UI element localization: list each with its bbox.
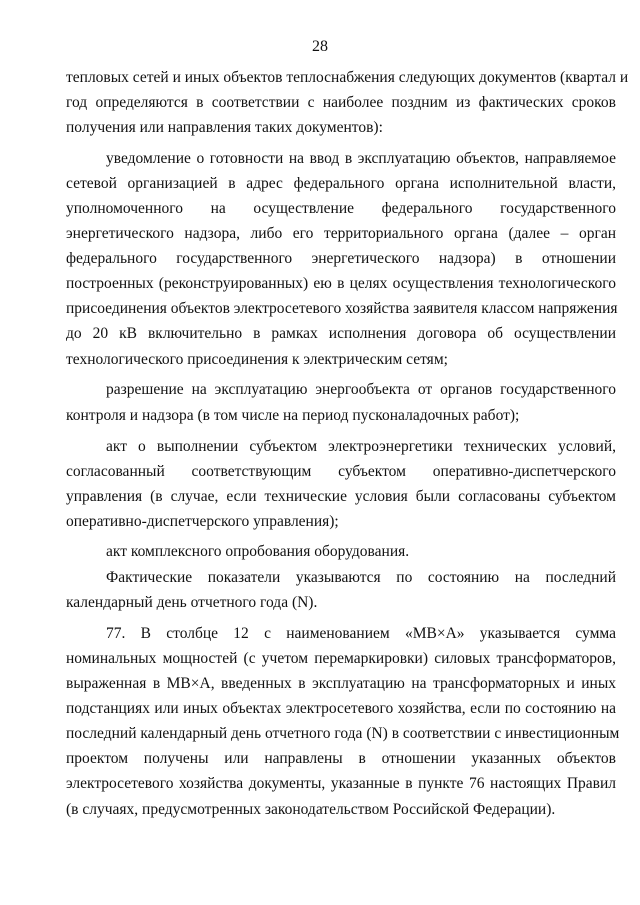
text-line: год определяются в соответствии с наиболее поздним из фактических сроков	[66, 94, 616, 111]
text-line: календарный день отчетного года (N).	[66, 594, 318, 611]
text-line: (в случаях, предусмотренных законодательством Российской Федерации).	[66, 801, 556, 818]
text-line: 77. В столбце 12 с наименованием «МВ×А» указывается сумма	[106, 625, 616, 642]
text-line: энергетического надзора, либо его территориального органа (далее – орган	[66, 225, 616, 242]
text-line: выраженная в МВ×А, введенных в эксплуатацию на трансформаторных и иных	[66, 675, 616, 692]
text-line: согласованный соответствующим субъектом оперативно-диспетчерского	[66, 463, 616, 480]
text-line: последний календарный день отчетного года (N) в соответствии с инвестиционным	[66, 725, 620, 742]
text-line: уведомление о готовности на ввод в эксплуатацию объектов, направляемое	[106, 150, 616, 167]
text-line: акт о выполнении субъектом электроэнергетики технических условий,	[106, 438, 616, 455]
text-line: до 20 кВ включительно в рамках исполнения договора об осуществлении	[66, 325, 616, 342]
text-line: присоединения объектов электросетевого хозяйства заявителя классом напряжения	[66, 300, 618, 317]
text-line: номинальных мощностей (с учетом перемаркировки) силовых трансформаторов,	[66, 650, 616, 667]
text-line: уполномоченного на осуществление федерального государственного	[66, 200, 616, 217]
text-line: построенных (реконструированных) ею в целях осуществления технологического	[66, 275, 616, 292]
text-line: разрешение на эксплуатацию энергообъекта от органов государственного	[106, 381, 616, 398]
text-line: получения или направления таких документов):	[66, 119, 383, 136]
text-line: контроля и надзора (в том числе на период пусконаладочных работ);	[66, 407, 520, 424]
page-number: 28	[312, 38, 328, 55]
text-line: оперативно-диспетчерского управления);	[66, 513, 339, 530]
text-line: подстанциях или иных объектах электросетевого хозяйства, если по состоянию на	[66, 700, 616, 717]
text-line: проектом получены или направлены в отношении указанных объектов	[66, 750, 616, 767]
text-line: управления (в случае, если технические условия были согласованы субъектом	[66, 488, 616, 505]
text-line: акт комплексного опробования оборудования.	[106, 543, 410, 560]
text-line: тепловых сетей и иных объектов теплоснабжения следующих документов (квартал и	[66, 69, 629, 86]
text-line: технологического присоединения к электрическим сетям;	[66, 351, 448, 368]
text-line: электросетевого хозяйства документы, указанные в пункте 76 настоящих Правил	[66, 775, 616, 792]
text-line: сетевой организацией в адрес федерального органа исполнительной власти,	[66, 175, 616, 192]
text-line: Фактические показатели указываются по состоянию на последний	[106, 569, 616, 586]
text-line: федерального государственного энергетического надзора) в отношении	[66, 250, 616, 267]
